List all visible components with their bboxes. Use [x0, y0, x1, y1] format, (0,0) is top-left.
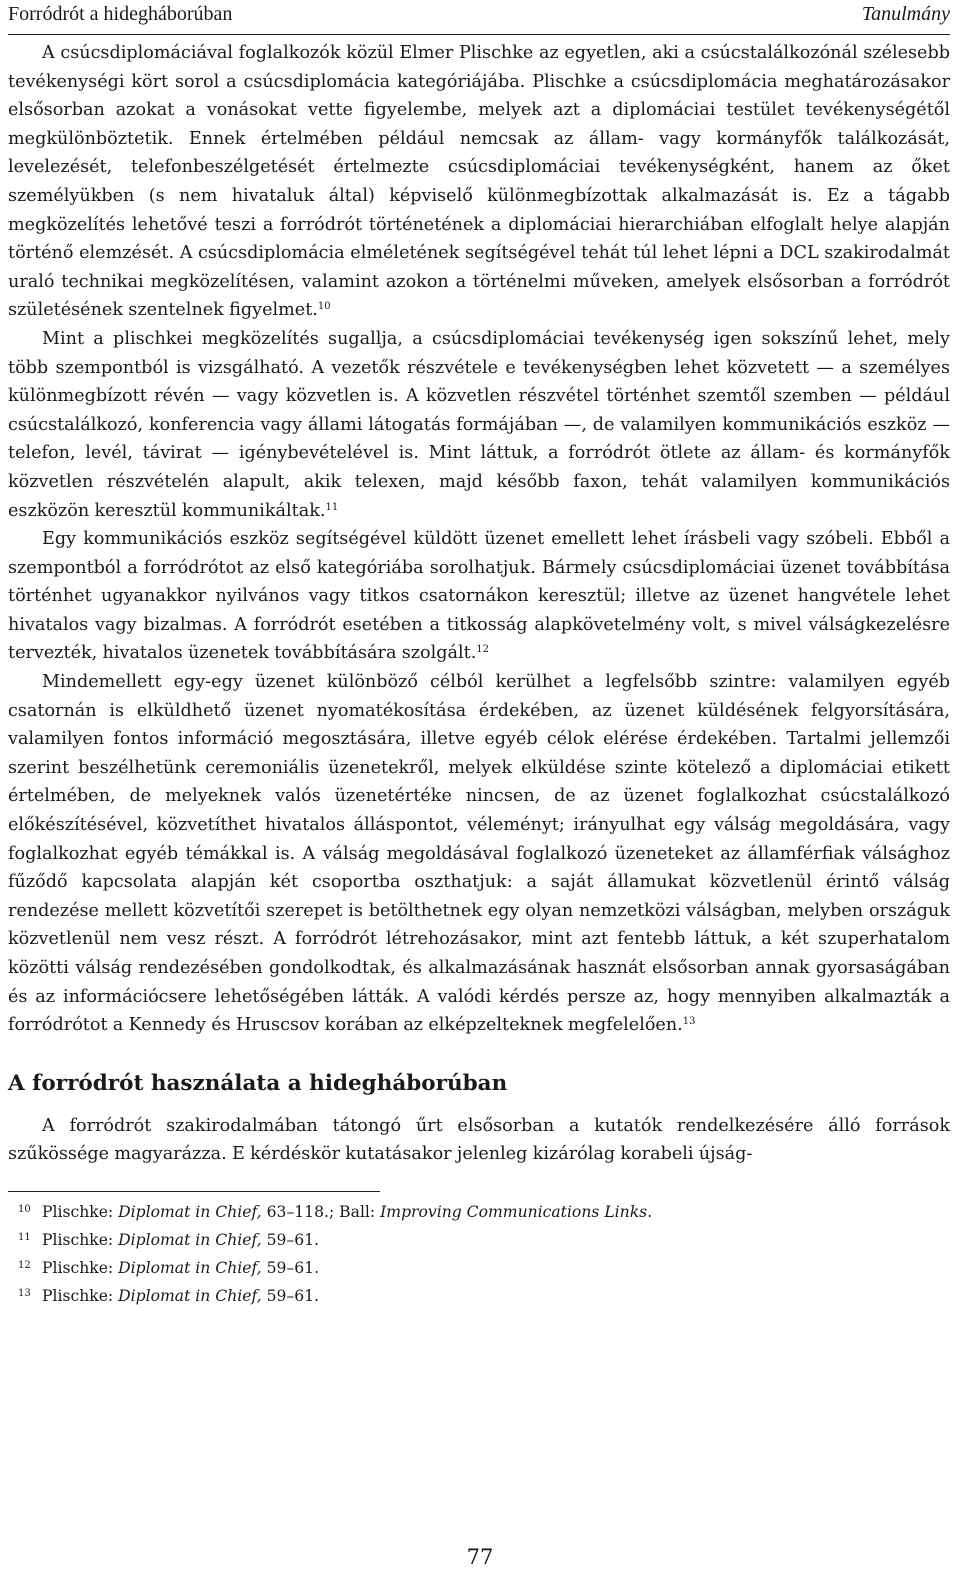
footnote-item: [8, 1198, 950, 1226]
footnotes: [8, 1198, 950, 1310]
footnote-title: Diplomat in Chief,: [118, 1230, 262, 1249]
footnote-title-2: Improving Communications Links: [380, 1202, 648, 1221]
footnote-number: 11: [18, 1231, 31, 1243]
footnote-ref[interactable]: 10: [317, 301, 331, 313]
running-head-title: Forródrót a hidegháborúban: [8, 3, 233, 25]
footnote-author: Plischke:: [42, 1202, 119, 1221]
paragraph-text: A csúcsdiplomáciával foglalkozók közül Elmer Plischke az egyetlen, aki a csúcstalálkozónál szélesebb tevékenységi kört sorol a csúcsdiplomácia kategóriájába. Plischke a csúcsdiplomácia meghatározásakor elsősorban azokat a vonásokat vette figyelembe, melyek azt a diplomáciai testület tevékenységétől megkülönböztetik. Ennek értelmében például nemcsak az állam- vagy kormányfők találkozását, levelezését, telefonbeszélgetését értelmezte csúcsdiplomáciai tevékenységként, hanem az őket személyükben (s nem hivataluk által) képviselő különmegbízottak alkalmazását is. Ez a tágabb megközelítés lehetővé teszi a forródrót történetének a diplomáciai hierarchiában elfoglalt helye alapján történő elemzését. A csúcsdiplomácia elméletének segítségével tehát túl lehet lépni a DCL szakirodalmát uraló technikai megközelítésen, valamint azokon a történelmi műveken, amelyek elsősorban a forródrót születésének szentelnek figyelmet.: [8, 43, 950, 321]
footnote-pages: 59–61.: [261, 1230, 320, 1249]
footnote-divider: [8, 1191, 380, 1192]
footnote-title: Diplomat in Chief,: [118, 1286, 262, 1305]
footnote-ref[interactable]: 13: [682, 1016, 696, 1028]
section-heading: A forródrót használata a hidegháborúban: [8, 1070, 508, 1096]
footnote-text: [42, 1198, 652, 1226]
page-number: 77: [466, 1545, 494, 1569]
running-head: [8, 0, 950, 35]
footnote-author: Plischke:: [42, 1258, 119, 1277]
footnote-item: [8, 1254, 950, 1282]
page: [8, 0, 950, 1310]
footnote-title: Diplomat in Chief,: [118, 1258, 262, 1277]
article-body: [8, 39, 950, 1169]
paragraph: [8, 668, 950, 1040]
footnote-number: 13: [18, 1287, 31, 1299]
footnote-pages: 59–61.: [261, 1258, 320, 1277]
paragraph-text: Egy kommunikációs eszköz segítségével küldött üzenet emellett lehet írásbeli vagy szóbeli. Ebből a szempontból a forródrótot az első kategóriába sorolhatjuk. Bármely csúcsdiplomáciai üzenet továbbítása történhet ugyanakkor nyilvános vagy titkos csatornákon keresztül; illetve az üzenet hangvétele lehet hivatalos vagy bizalmas. A forródrót esetében a titkosság alapkövetelmény volt, s mivel válságkezelésre tervezték, hivatalos üzenetek továbbítására szolgált.: [8, 529, 950, 664]
section-paragraph: A forródrót szakirodalmában tátongó űrt elsősorban a kutatók rendelkezésére álló források szűkössége magyarázza. E kérdéskör kutatásakor jelenleg kizárólag korabeli újság-: [8, 1115, 950, 1165]
footnote-title: Diplomat in Chief,: [118, 1202, 262, 1221]
footnote-number: 12: [18, 1259, 31, 1271]
footnote-pages: 63–118.; Ball:: [261, 1202, 381, 1221]
footnote-number: 10: [18, 1203, 31, 1215]
footnote-author: Plischke:: [42, 1230, 119, 1249]
footnote-pages: 59–61.: [261, 1286, 320, 1305]
footnote-author: Plischke:: [42, 1286, 119, 1305]
footnote-item: [8, 1282, 950, 1310]
paragraph: [8, 39, 950, 325]
footnote-text: [42, 1226, 319, 1254]
footnote-suffix: .: [647, 1202, 653, 1221]
footnote-item: [8, 1226, 950, 1254]
footnote-ref[interactable]: 11: [325, 501, 339, 513]
paragraph: [8, 325, 950, 525]
paragraph-text: Mint a plischkei megközelítés sugallja, a csúcsdiplomáciai tevékenység igen sokszínű lehet, mely több szempontból is vizsgálható. A vezetők részvétele e tevékenységben lehet közvetett — a személyes különmegbízott révén — vagy közvetlen is. A közvetlen részvétel történhet szemtől szemben — például csúcstalálkozó, konferencia vagy állami látogatás formájában —, de valamilyen kommunikációs eszköz — telefon, levél, távirat — igénybevételével is. Mint láttuk, a forródrót ötlete az állam- és kormányfők közvetlen részvételén alapult, akik telexen, majd később faxon, tehát valamilyen kommunikációs eszközön keresztül kommunikáltak.: [8, 328, 950, 521]
footnote-text: [42, 1254, 319, 1282]
footnote-text: [42, 1282, 319, 1310]
footnote-ref[interactable]: 12: [476, 644, 490, 656]
paragraph-text: Mindemellett egy-egy üzenet különböző célból kerülhet a legfelsőbb szintre: valamilyen egyéb csatornán is elküldhető üzenet nyomatékosítása érdekében, az üzenet küldésének felgyorsítására, valamilyen fontos információ megosztására, illetve egyéb célok elérése érdekében. Tartalmi jellemzői szerint beszélhetünk ceremoniális üzenetekről, melyek elküldése szinte kötelező a diplomáciai etikett értelmében, de melyeknek valós üzenetértéke nincsen, de az üzenet foglalkozhat csúcstalálkozó előkészítésével, közvetíthet hivatalos álláspontot, véleményt; irányulhat egy válság megoldására, vagy foglalkozhat egyéb témákkal is. A válság megoldásával foglalkozó üzeneteket az államférfiak válsághoz fűződő kapcsolata alapján két csoportba oszthatjuk: a saját államukat közvetlenül érintő válság rendezése mellett közvetítői szerepet is betölthetnek egy olyan nemzetközi válságban, melyben országuk közvetlenül nem vesz részt. A forródrót létrehozásakor, mint azt fentebb láttuk, a két szuperhatalom közötti válság rendezésében gondolkodtak, és alkalmazásának hasznát elsősorban annak gyorsaságában és az információcsere lehetőségében látták. A valódi kérdés persze az, hogy mennyiben alkalmazták a forródrótot a Kennedy és Hruscsov korában az elképzelteknek megfelelően.: [8, 672, 950, 1036]
paragraph: [8, 525, 950, 668]
running-head-section: Tanulmány: [861, 3, 950, 25]
